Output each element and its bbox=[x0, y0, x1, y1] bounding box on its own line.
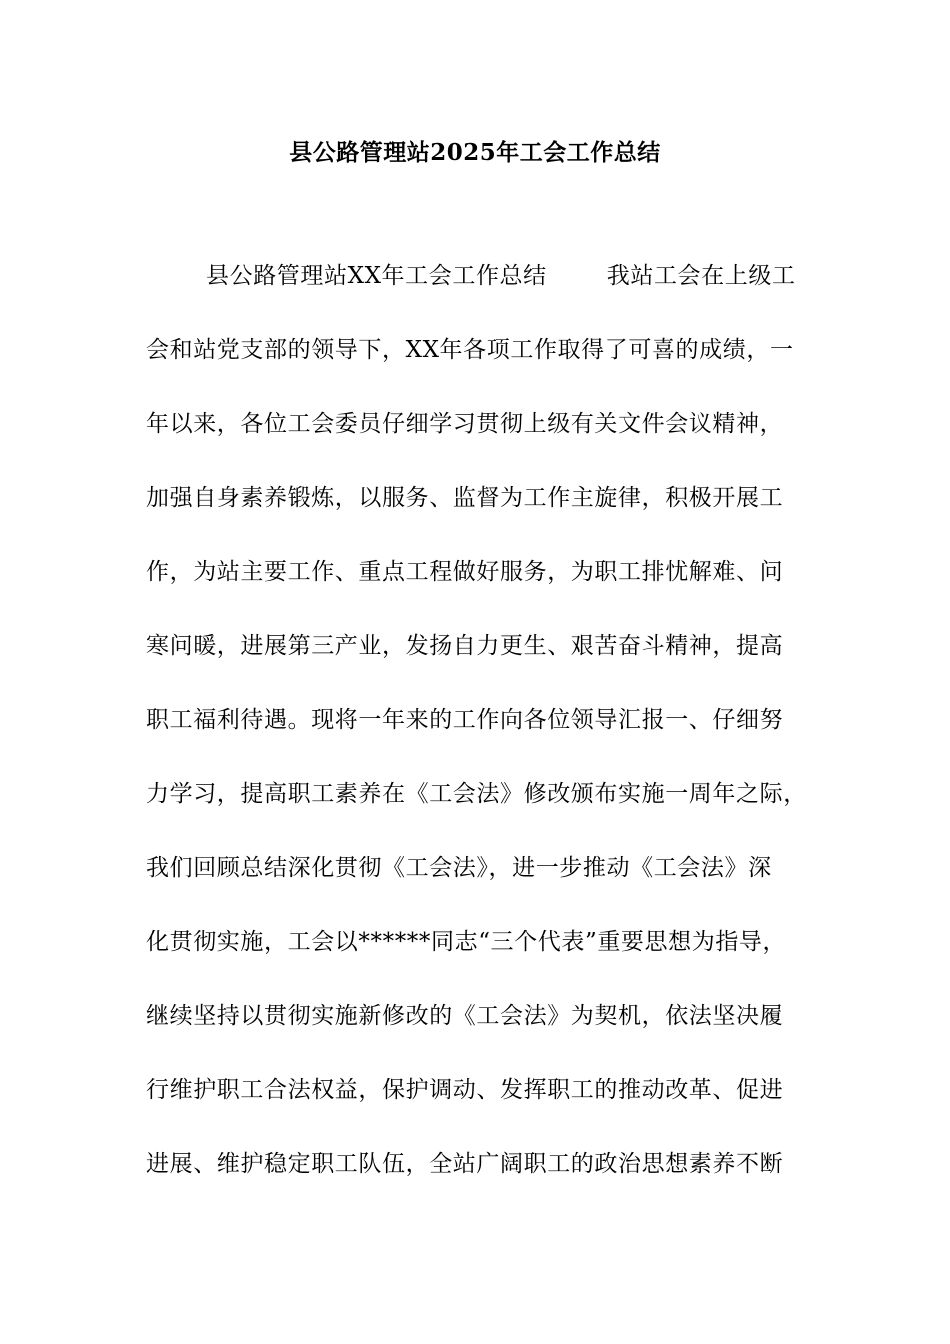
body-line-11: 继续坚持以贯彻实施新修改的《工会法》为契机，依法坚决履 bbox=[146, 1003, 784, 1029]
body-line-1-part-2: 我站工会在上级工 bbox=[606, 263, 796, 289]
body-line-10: 化贯彻实施，工会以******同志“三个代表”重要思想为指导， bbox=[146, 929, 787, 955]
body-line-12: 行维护职工合法权益，保护调动、发挥职工的推动改革、促进 bbox=[146, 1077, 784, 1103]
body-line-6: 寒问暖，进展第三产业，发扬自力更生、艰苦奋斗精神，提高 bbox=[146, 633, 784, 659]
document-title: 县公路管理站2025年工会工作总结 bbox=[289, 139, 661, 166]
body-line-4: 加强自身素养锻炼，以服务、监督为工作主旋律，积极开展工 bbox=[146, 485, 784, 511]
body-line-9: 我们回顾总结深化贯彻《工会法》，进一步推动《工会法》深 bbox=[146, 855, 772, 881]
document-body bbox=[146, 256, 826, 1218]
body-line-1 bbox=[146, 256, 826, 330]
body-line-8: 力学习，提高职工素养在《工会法》修改颁布实施一周年之际， bbox=[146, 781, 807, 807]
body-line-3: 年以来，各位工会委员仔细学习贯彻上级有关文件会议精神， bbox=[146, 411, 784, 437]
body-line-7: 职工福利待遇。现将一年来的工作向各位领导汇报一、仔细努 bbox=[146, 707, 784, 733]
body-line-13: 进展、维护稳定职工队伍，全站广阔职工的政治思想素养不断 bbox=[146, 1151, 784, 1177]
body-line-2: 会和站党支部的领导下，XX年各项工作取得了可喜的成绩，一 bbox=[146, 337, 794, 363]
body-line-5: 作，为站主要工作、重点工程做好服务，为职工排忧解难、问 bbox=[146, 559, 784, 585]
body-line-1-part-1: 县公路管理站XX年工会工作总结 bbox=[206, 263, 547, 289]
